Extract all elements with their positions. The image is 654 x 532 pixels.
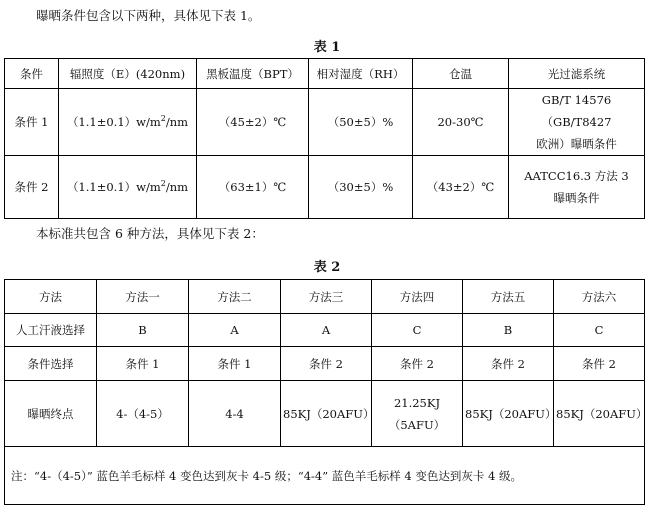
header-cell: 辐照度（E）(420nm)	[59, 59, 197, 89]
table-2	[4, 279, 648, 505]
table-1	[4, 58, 645, 219]
bpt-cell: （63±1）℃	[197, 156, 309, 219]
intro-paragraph-2: 本标准共包含 6 种方法，具体见下表 2：	[36, 226, 264, 241]
endpoint-cell: 85KJ（20AFU）	[281, 381, 372, 447]
note-row	[5, 447, 645, 505]
header-cell: 方法三	[281, 280, 372, 314]
table2-header-row	[5, 280, 645, 314]
condition-cell: 条件 2	[554, 347, 645, 381]
row-label: 人工汗液选择	[5, 314, 97, 347]
table1-caption: 表 1	[313, 40, 341, 55]
condition-cell: 条件 2	[281, 347, 372, 381]
row-label: 条件选择	[5, 347, 97, 381]
sweat-cell: C	[372, 314, 463, 347]
header-cell: 方法四	[372, 280, 463, 314]
sweat-cell: A	[281, 314, 372, 347]
header-cell: 方法六	[554, 280, 645, 314]
header-cell: 方法二	[189, 280, 281, 314]
condition-cell: 条件 1	[189, 347, 281, 381]
table2-caption: 表 2	[313, 260, 341, 275]
table-row	[5, 347, 645, 381]
condition-cell: 条件 1	[5, 89, 59, 156]
humidity-cell: （50±5）%	[309, 89, 413, 156]
endpoint-cell: 85KJ（20AFU）	[463, 381, 554, 447]
header-cell: 仓温	[413, 59, 509, 89]
header-cell: 条件	[5, 59, 59, 89]
table-note: 注：“4-（4-5）” 蓝色羊毛标样 4 变色达到灰卡 4-5 级；“4-4” 蓝色羊毛标样 4 变色达到灰卡 4 级。	[5, 447, 645, 505]
header-cell: 方法	[5, 280, 97, 314]
header-cell: 黑板温度（BPT）	[197, 59, 309, 89]
table-row	[5, 381, 645, 447]
bpt-cell: （45±2）℃	[197, 89, 309, 156]
header-cell: 方法一	[97, 280, 189, 314]
header-cell: 相对湿度（RH）	[309, 59, 413, 89]
condition-cell: 条件 2	[5, 156, 59, 219]
sweat-cell: B	[97, 314, 189, 347]
irradiance-cell: $(1.1\pm 0.1)w/m^2/nm$	[59, 89, 197, 156]
condition-cell: 条件 2	[463, 347, 554, 381]
endpoint-cell: 85KJ（20AFU）	[554, 381, 645, 447]
endpoint-cell: 4-4	[189, 381, 281, 447]
sweat-cell: B	[463, 314, 554, 347]
chamber-temp-cell: 20-30℃	[413, 89, 509, 156]
humidity-cell: （30±5）%	[309, 156, 413, 219]
condition-cell: 条件 1	[97, 347, 189, 381]
row-label: 曝晒终点	[5, 381, 97, 447]
header-cell: 光过滤系统	[509, 59, 645, 89]
endpoint-cell: 4-（4-5）	[97, 381, 189, 447]
filter-cell: GB/T 14576（GB/T8427 欧洲）曝晒条件	[509, 89, 645, 156]
table-row	[5, 314, 645, 347]
sweat-cell: C	[554, 314, 645, 347]
header-cell: 方法五	[463, 280, 554, 314]
intro-paragraph-1: 曝晒条件包含以下两种，具体见下表 1。	[36, 8, 261, 23]
table-row	[5, 89, 645, 156]
table1-header-row	[5, 59, 645, 89]
filter-cell: AATCC16.3 方法 3 曝晒条件	[509, 156, 645, 219]
endpoint-cell: 21.25KJ （5AFU）	[372, 381, 463, 447]
table-row	[5, 156, 645, 219]
sweat-cell: A	[189, 314, 281, 347]
chamber-temp-cell: （43±2）℃	[413, 156, 509, 219]
condition-cell: 条件 2	[372, 347, 463, 381]
irradiance-cell: $(1.1\pm 0.1)w/m^2/nm$	[59, 156, 197, 219]
